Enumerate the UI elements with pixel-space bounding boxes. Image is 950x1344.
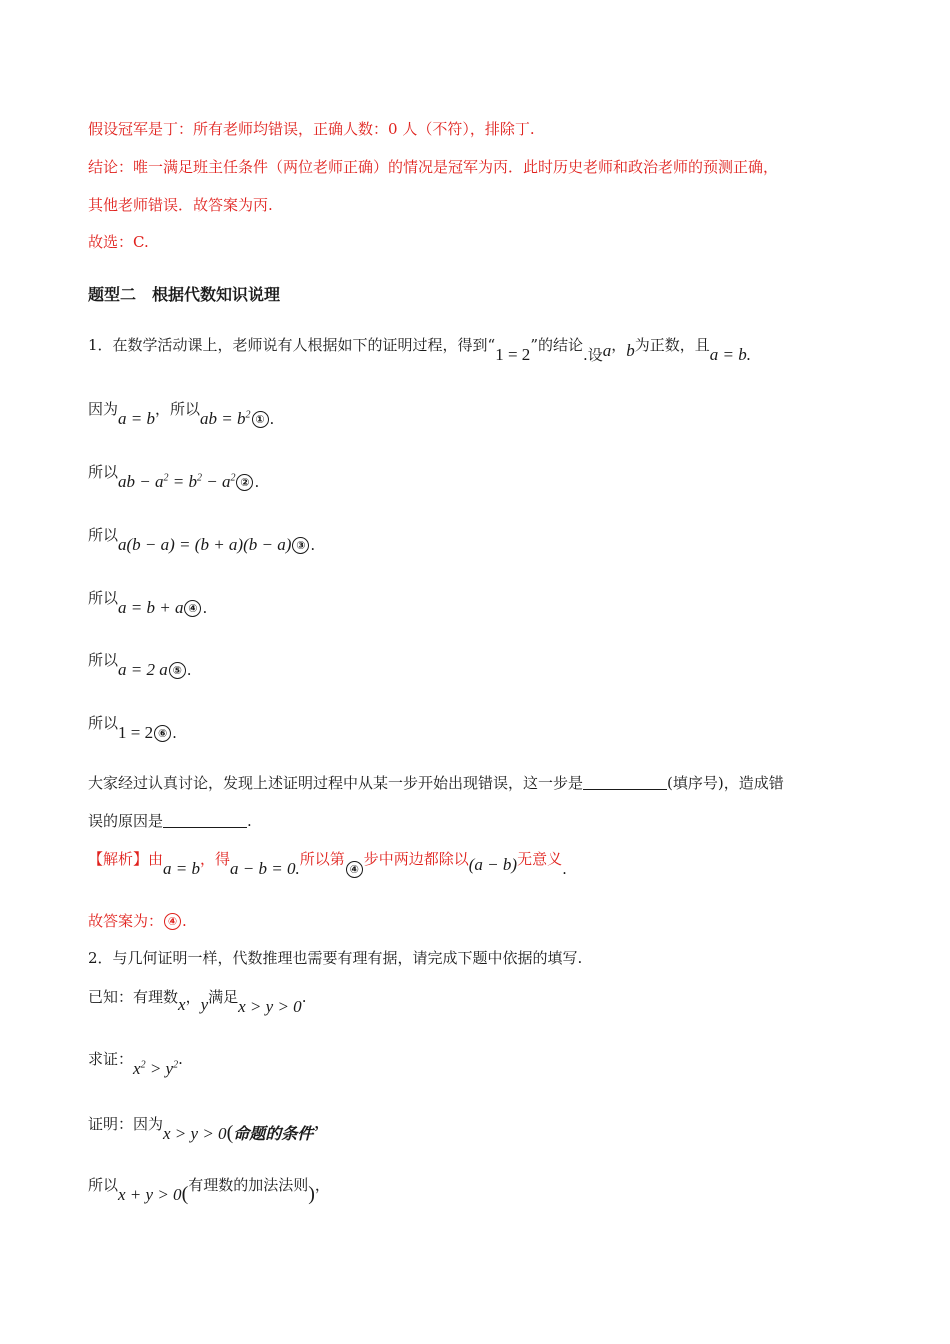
step-end: . bbox=[186, 661, 192, 679]
step-prefix: 所以 bbox=[88, 526, 119, 544]
proof-label: 证明：因为 bbox=[88, 1115, 164, 1133]
analysis-end: . bbox=[562, 860, 567, 878]
step-sup: 2 bbox=[245, 409, 251, 421]
given-text-b: 满足 bbox=[208, 988, 239, 1006]
q1-question bbox=[88, 772, 784, 793]
given-end: . bbox=[301, 988, 307, 1006]
analysis-text-e: 无意义 bbox=[517, 850, 563, 868]
q1-step-3 bbox=[88, 524, 316, 554]
proof-end: ， bbox=[314, 1176, 330, 1194]
q2-proof-step-1 bbox=[88, 1111, 320, 1144]
q1-intro-text-b: ”的结论 bbox=[530, 336, 583, 354]
step-expr: a(b − a) = (b + a)(b − a) bbox=[118, 535, 292, 554]
step-prefix: 所以 bbox=[88, 651, 119, 669]
given-text-a: 已知：有理数 bbox=[88, 988, 179, 1006]
q1-step-2 bbox=[88, 461, 260, 491]
proof-paren-close: ) bbox=[308, 1183, 315, 1205]
q1-intro-text-c: .设 bbox=[582, 346, 603, 364]
q1-intro bbox=[88, 334, 752, 364]
analysis-eq-2: a − b = 0. bbox=[230, 859, 300, 878]
answer-circle: ④ bbox=[164, 913, 181, 930]
q2-prove bbox=[88, 1048, 183, 1078]
proof-reason[interactable]: 命题的条件 bbox=[233, 1124, 314, 1143]
proof-paren-close: ’ bbox=[313, 1122, 320, 1144]
step-expr: a = b bbox=[118, 409, 155, 428]
q1-analysis bbox=[88, 848, 567, 878]
analysis-tag: 【解析】 bbox=[88, 850, 149, 868]
prove-end: . bbox=[178, 1050, 183, 1068]
q1-question-text-a: 大家经过认真讨论，发现上述证明过程中从某一步开始出现错误，这一步是 bbox=[88, 774, 584, 792]
analysis-text-a: 由 bbox=[148, 850, 164, 868]
proof-reason[interactable]: 有理数的加法法则 bbox=[188, 1176, 309, 1194]
step-number-circle: ② bbox=[236, 474, 253, 491]
q1-intro-text-a: 1．在数学活动课上，老师说有人根据如下的证明过程，得到“ bbox=[88, 336, 496, 354]
step-expr-c: − a bbox=[201, 472, 231, 491]
prove-mid: > y bbox=[145, 1059, 174, 1078]
proof-paren-open: ( bbox=[181, 1183, 189, 1205]
answer-text: 故答案为： bbox=[88, 912, 164, 930]
step-expr: a = b + a bbox=[118, 598, 184, 617]
q1-step-4 bbox=[88, 587, 208, 617]
step-sup: 2 bbox=[230, 472, 236, 484]
prove-sup-1: 2 bbox=[140, 1059, 146, 1071]
answer-blank-2[interactable] bbox=[163, 813, 247, 828]
step-mid: ，所以 bbox=[155, 400, 201, 418]
step-end: . bbox=[254, 473, 260, 491]
analysis-text-b: ，得 bbox=[200, 850, 231, 868]
step-prefix: 所以 bbox=[88, 463, 119, 481]
step-number-circle: ③ bbox=[292, 537, 309, 554]
section-title: 题型二 根据代数知识说理 bbox=[88, 285, 281, 304]
analysis-text-c: 所以第 bbox=[299, 850, 345, 868]
q1-question-text-c: 误的原因是 bbox=[88, 812, 164, 830]
q1-step-1 bbox=[88, 398, 275, 428]
solution-answer: 故选：C. bbox=[88, 233, 149, 251]
q1-intro-eq: 1 = 2 bbox=[495, 345, 531, 364]
given-var-x: x bbox=[178, 995, 186, 1014]
prove-label: 求证： bbox=[88, 1050, 134, 1068]
given-var-y: y bbox=[200, 995, 209, 1014]
q2-given bbox=[88, 986, 307, 1016]
step-end: . bbox=[310, 536, 316, 554]
q1-var-b: b bbox=[626, 341, 635, 360]
analysis-step-circle: ④ bbox=[346, 861, 363, 878]
q1-var-a: a bbox=[602, 341, 612, 360]
step-number-circle: ⑤ bbox=[169, 662, 186, 679]
solution-line-3: 其他老师错误．故答案为丙. bbox=[88, 196, 273, 214]
proof-expr: x + y > 0 bbox=[118, 1185, 182, 1204]
step-end: . bbox=[269, 410, 275, 428]
analysis-eq-3: (a − b) bbox=[468, 855, 518, 874]
proof-expr: x > y > 0 bbox=[163, 1124, 227, 1143]
solution-line-1: 假设冠军是丁：所有老师均错误，正确人数：0 人（不符），排除丁. bbox=[88, 120, 535, 138]
q2-proof-step-2 bbox=[88, 1173, 330, 1205]
step-end: . bbox=[202, 599, 208, 617]
q1-question-end: . bbox=[247, 812, 252, 830]
given-expr: x > y > 0 bbox=[238, 997, 302, 1016]
step-number-circle: ① bbox=[252, 411, 269, 428]
q1-question-cont bbox=[88, 810, 252, 831]
step-prefix: 因为 bbox=[88, 400, 119, 418]
q1-condition: a = b. bbox=[709, 345, 752, 364]
answer-blank-1[interactable] bbox=[583, 775, 667, 790]
q1-comma: ， bbox=[611, 336, 627, 354]
step-expr: 1 = 2 bbox=[118, 723, 154, 742]
step-expr-b: = b bbox=[168, 472, 197, 491]
step-prefix: 所以 bbox=[88, 589, 119, 607]
analysis-text-d: 步中两边都除以 bbox=[363, 850, 469, 868]
prove-sup-2: 2 bbox=[173, 1059, 179, 1071]
step-sup: 2 bbox=[163, 472, 169, 484]
proof-paren-open: ( bbox=[226, 1122, 234, 1144]
step-end: . bbox=[172, 724, 177, 742]
step-expr: a = 2 a bbox=[118, 660, 168, 679]
q1-question-text-b: (填序号)，造成错 bbox=[667, 774, 784, 792]
prove-x: x bbox=[133, 1059, 141, 1078]
q1-step-6 bbox=[88, 712, 177, 742]
q2-intro: 2．与几何证明一样，代数推理也需要有理有据，请完成下题中依据的填写. bbox=[88, 949, 583, 967]
q1-answer bbox=[88, 910, 187, 931]
step-number-circle: ④ bbox=[184, 600, 201, 617]
answer-end: . bbox=[182, 912, 187, 930]
q1-intro-text-d: 为正数，且 bbox=[634, 336, 710, 354]
q1-step-5 bbox=[88, 649, 192, 679]
analysis-eq-1: a = b bbox=[163, 859, 201, 878]
step-number-circle: ⑥ bbox=[154, 725, 171, 742]
solution-line-2: 结论：唯一满足班主任条件（两位老师正确）的情况是冠军为丙．此时历史老师和政治老师的预测正确， bbox=[88, 158, 779, 176]
proof-label: 所以 bbox=[88, 1176, 119, 1194]
given-comma: ， bbox=[185, 988, 201, 1006]
step-sup: 2 bbox=[196, 472, 202, 484]
step-expr: ab − a bbox=[118, 472, 164, 491]
step-expr-2: ab = b bbox=[200, 409, 246, 428]
step-prefix: 所以 bbox=[88, 714, 119, 732]
